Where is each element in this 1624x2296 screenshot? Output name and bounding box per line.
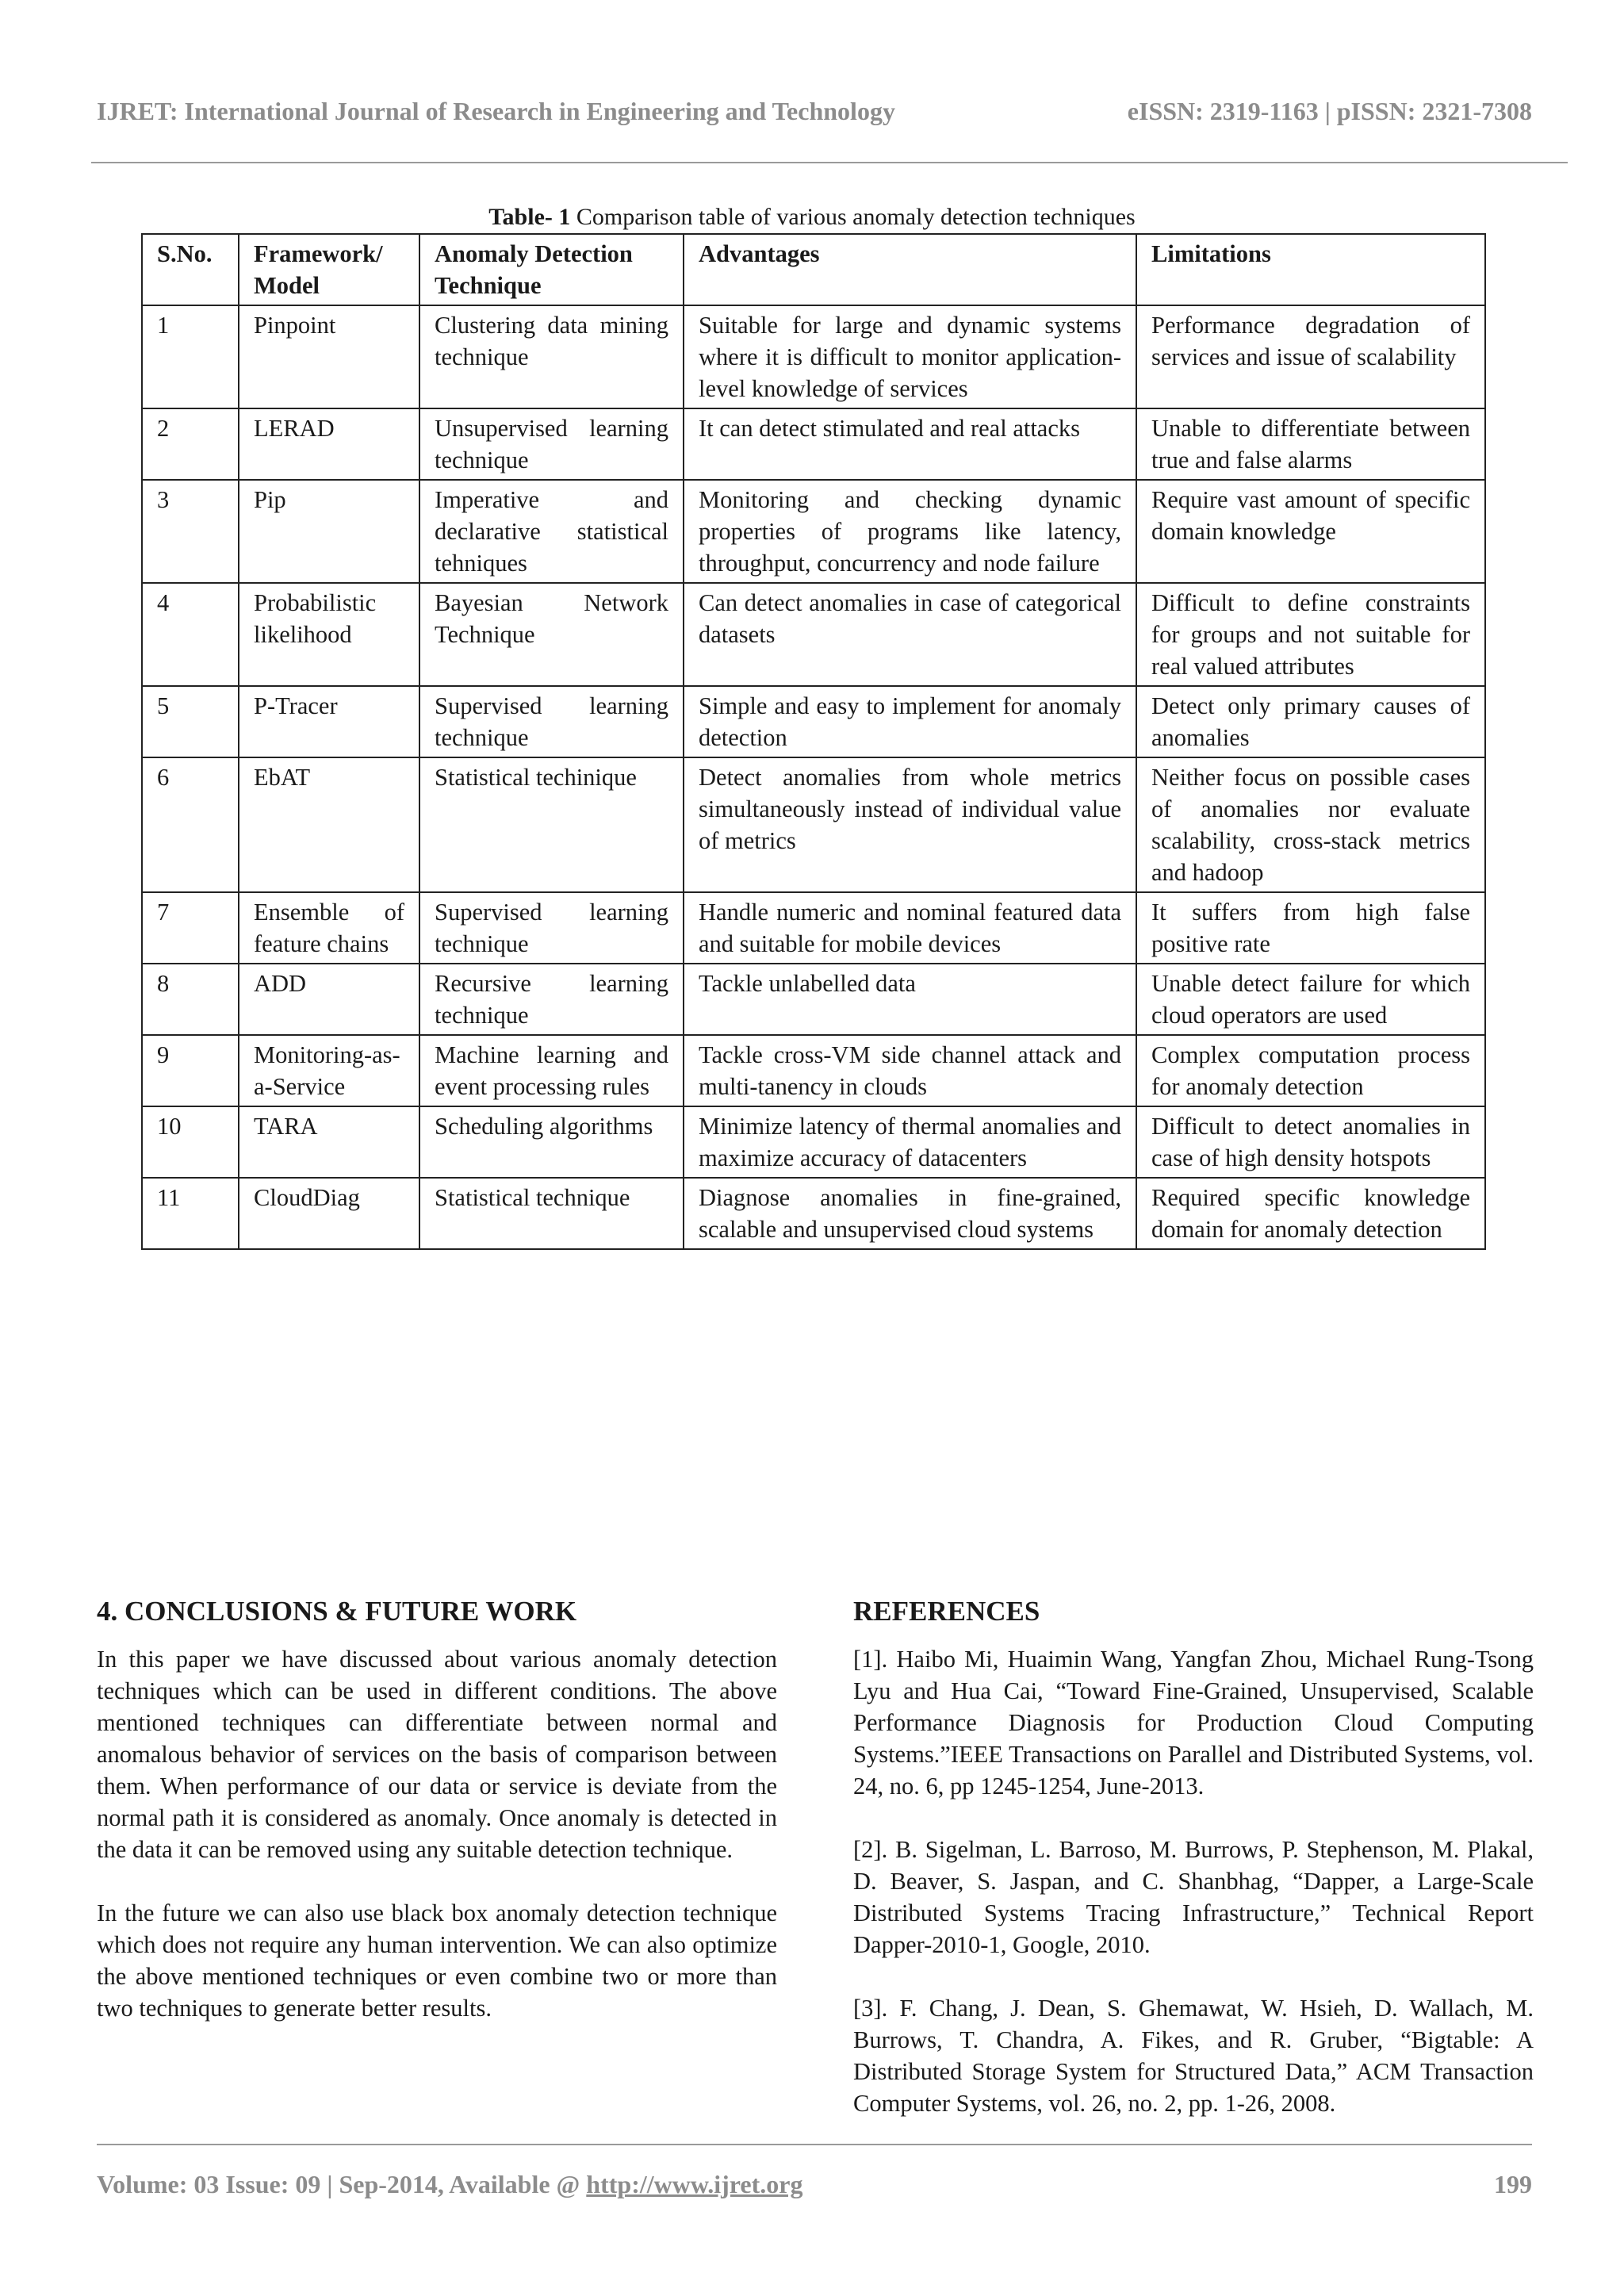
table-row [142,892,1485,964]
footer-volume-text: Volume: 03 Issue: 09 | Sep-2014, Available @ [97,2170,587,2198]
limitations-cell: Detect only primary causes of anomalies [1136,686,1485,757]
header-divider [91,162,1568,163]
limitations-cell: Difficult to detect anomalies in case of high density hotspots [1136,1106,1485,1178]
conclusions-paragraph-1: In this paper we have discussed about various anomaly detection techniques which can be used in different conditions. The above mentioned techniques can differentiate between normal and anomalous behavior of services on the basis of comparison between them. When performance of our data or service is deviate from the normal path it is considered as anomaly. Once anomaly is detected in the data it can be removed using any suitable detection technique. [97,1646,777,1863]
technique-cell: Statistical technique [419,1178,684,1249]
limitations-cell: Unable to differentiate between true and false alarms [1136,408,1485,480]
sno-cell: 2 [142,408,239,480]
table-header-row [142,234,1485,305]
reference-item-3: [3]. F. Chang, J. Dean, S. Ghemawat, W. Hsieh, D. Wallach, M. Burrows, T. Chandra, A. Fikes, and R. Gruber, “Bigtable: A Distributed Storage System for Structured Data,” ACM Transaction Computer Systems, vol. 26, no. 2, pp. 1-26, 2008. [853,1995,1534,2117]
technique-cell: Imperative and declarative statistical tehniques [419,480,684,583]
framework-cell: P-Tracer [239,686,419,757]
advantages-cell: Tackle unlabelled data [684,964,1136,1035]
table-row [142,480,1485,583]
framework-cell: TARA [239,1106,419,1178]
sno-cell: 7 [142,892,239,964]
sno-cell: 6 [142,757,239,892]
technique-cell: Supervised learning technique [419,686,684,757]
sno-cell: 8 [142,964,239,1035]
limitations-cell: Difficult to define constraints for groups and not suitable for real valued attributes [1136,583,1485,686]
conclusions-paragraph-2: In the future we can also use black box anomaly detection technique which does not require any human intervention. We can also optimize the above mentioned techniques or even combine two or more than two techniques to generate better results. [97,1899,777,2022]
limitations-cell: Required specific knowledge domain for anomaly detection [1136,1178,1485,1249]
advantages-cell: Simple and easy to implement for anomaly detection [684,686,1136,757]
header-advantages: Advantages [684,234,1136,305]
journal-url-link[interactable]: http://www.ijret.org [586,2170,803,2198]
table-caption-label: Table- 1 [488,204,571,230]
advantages-cell: Minimize latency of thermal anomalies and maximize accuracy of datacenters [684,1106,1136,1178]
limitations-cell: Unable detect failure for which cloud operators are used [1136,964,1485,1035]
conclusions-section [97,1594,777,2056]
table-row [142,583,1485,686]
page-number: 199 [1494,2170,1532,2198]
technique-cell: Recursive learning technique [419,964,684,1035]
limitations-cell: Performance degradation of services and issue of scalability [1136,305,1485,408]
sno-cell: 9 [142,1035,239,1106]
advantages-cell: Can detect anomalies in case of categorical datasets [684,583,1136,686]
advantages-cell: Tackle cross-VM side channel attack and multi-tanency in clouds [684,1035,1136,1106]
sno-cell: 3 [142,480,239,583]
advantages-cell: It can detect stimulated and real attacks [684,408,1136,480]
framework-cell: CloudDiag [239,1178,419,1249]
table-row [142,964,1485,1035]
framework-cell: ADD [239,964,419,1035]
framework-cell: EbAT [239,757,419,892]
references-heading: REFERENCES [853,1596,1040,1627]
footer-volume-info [97,2170,802,2199]
framework-cell: Probabilistic likelihood [239,583,419,686]
table-row [142,1035,1485,1106]
framework-cell: Pinpoint [239,305,419,408]
technique-cell: Scheduling algorithms [419,1106,684,1178]
references-section [853,1594,1534,2151]
framework-cell: Monitoring-as-a-Service [239,1035,419,1106]
page-header [97,97,1532,126]
framework-cell: LERAD [239,408,419,480]
reference-item-2: [2]. B. Sigelman, L. Barroso, M. Burrows, P. Stephenson, M. Plakal, D. Beaver, S. Jaspan, and C. Shanbhag, “Dapper, a Large-Scale Distributed Systems Tracing Infrastructure,” Technical Report Dapper-2010-1, Google, 2010. [853,1836,1534,1958]
advantages-cell: Suitable for large and dynamic systems where it is difficult to monitor application-level knowledge of services [684,305,1136,408]
sno-cell: 5 [142,686,239,757]
limitations-cell: Complex computation process for anomaly detection [1136,1035,1485,1106]
technique-cell: Machine learning and event processing rules [419,1035,684,1106]
table-row [142,686,1485,757]
header-sno: S.No. [142,234,239,305]
page-footer [97,2170,1532,2199]
sno-cell: 1 [142,305,239,408]
sno-cell: 4 [142,583,239,686]
table-row [142,757,1485,892]
advantages-cell: Handle numeric and nominal featured data and suitable for mobile devices [684,892,1136,964]
table-row [142,305,1485,408]
technique-cell: Unsupervised learning technique [419,408,684,480]
advantages-cell: Detect anomalies from whole metrics simultaneously instead of individual value of metrics [684,757,1136,892]
framework-cell: Ensemble of feature chains [239,892,419,964]
limitations-cell: It suffers from high false positive rate [1136,892,1485,964]
header-technique: Anomaly Detection Technique [419,234,684,305]
header-framework: Framework/ Model [239,234,419,305]
technique-cell: Clustering data mining technique [419,305,684,408]
table-body [142,305,1485,1249]
technique-cell: Bayesian Network Technique [419,583,684,686]
table-row [142,1106,1485,1178]
framework-cell: Pip [239,480,419,583]
header-limitations: Limitations [1136,234,1485,305]
issn-info: eISSN: 2319-1163 | pISSN: 2321-7308 [1127,97,1532,125]
advantages-cell: Diagnose anomalies in fine-grained, scalable and unsupervised cloud systems [684,1178,1136,1249]
table-row [142,1178,1485,1249]
comparison-table [141,233,1486,1250]
sno-cell: 11 [142,1178,239,1249]
technique-cell: Statistical techinique [419,757,684,892]
limitations-cell: Require vast amount of specific domain knowledge [1136,480,1485,583]
table-caption [143,203,1481,232]
conclusions-heading: 4. CONCLUSIONS & FUTURE WORK [97,1596,577,1627]
footer-divider [97,2144,1532,2145]
technique-cell: Supervised learning technique [419,892,684,964]
table-row [142,408,1485,480]
sno-cell: 10 [142,1106,239,1178]
table-caption-text: Comparison table of various anomaly detection techniques [570,204,1136,230]
limitations-cell: Neither focus on possible cases of anomalies nor evaluate scalability, cross-stack metrics and hadoop [1136,757,1485,892]
advantages-cell: Monitoring and checking dynamic properties of programs like latency, throughput, concurrency and node failure [684,480,1136,583]
reference-item-1: [1]. Haibo Mi, Huaimin Wang, Yangfan Zhou, Michael Rung-Tsong Lyu and Hua Cai, “Toward Fine-Grained, Unsupervised, Scalable Performance Diagnosis for Production Cloud Computing Systems.”IEEE Transactions on Parallel and Distributed Systems, vol. 24, no. 6, pp 1245-1254, June-2013. [853,1646,1534,1800]
journal-title: IJRET: International Journal of Research in Engineering and Technology [97,97,895,125]
